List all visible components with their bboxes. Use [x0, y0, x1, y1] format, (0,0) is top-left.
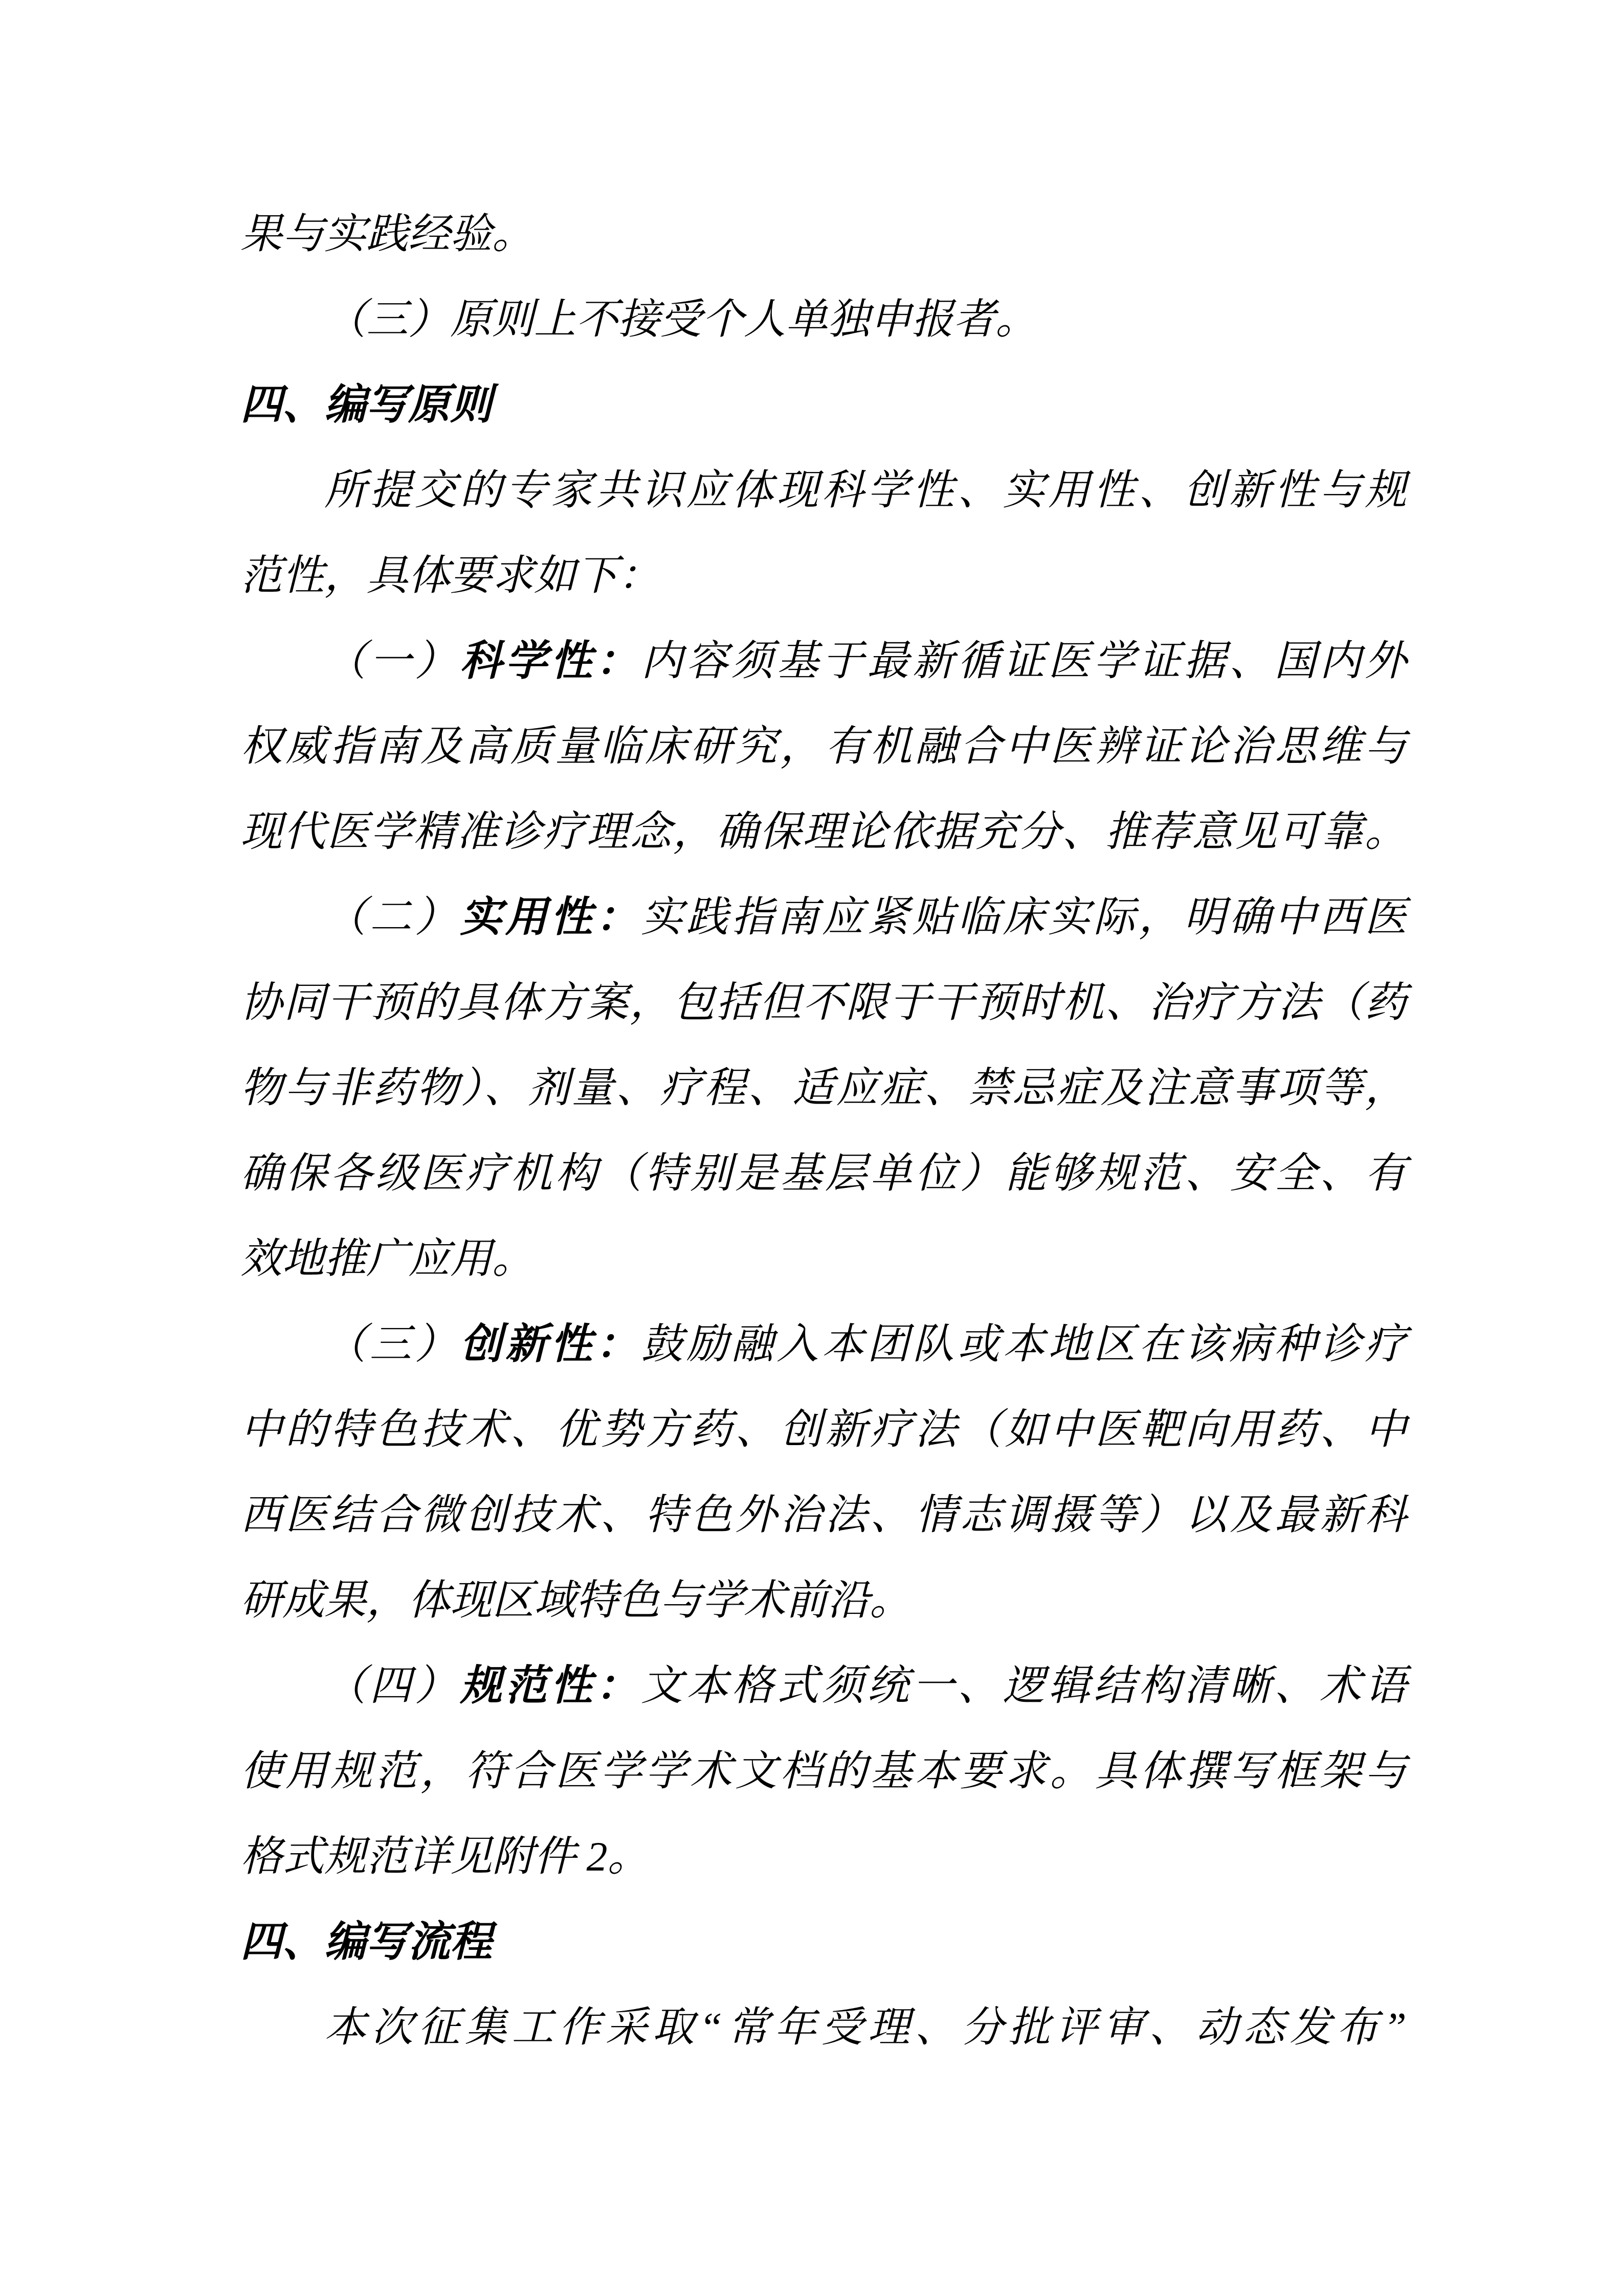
body-text: 权威指南及高质量临床研究，有机融合中医辨证论治思维与	[240, 723, 1407, 770]
emphasis-text: 科学性：	[460, 638, 641, 684]
body-text: （三）原则上不接受个人单独申报者。	[324, 296, 1037, 343]
paragraph-line	[240, 1985, 1407, 2070]
body-text: 内容须基于最新循证医学证据、国内外	[641, 638, 1407, 684]
paragraph-line	[240, 789, 1407, 874]
emphasis-text: 实用性：	[460, 894, 641, 940]
section-heading	[240, 362, 1407, 447]
body-text: 现代医学精准诊疗理念，确保理论依据充分、推荐意见可靠。	[240, 808, 1407, 855]
body-text: 物与非药物）、剂量、疗程、适应症、禁忌症及注意事项等，	[240, 1065, 1407, 1111]
body-text: （四）	[324, 1662, 460, 1709]
paragraph-line	[240, 1643, 1407, 1728]
body-text: （三）	[324, 1321, 460, 1367]
paragraph-line	[240, 960, 1407, 1045]
body-text: 实践指南应紧贴临床实际，明确中西医	[641, 894, 1407, 940]
paragraph-line	[240, 1045, 1407, 1131]
body-text: 中的特色技术、优势方药、创新疗法（如中医靶向用药、中	[240, 1406, 1407, 1453]
body-text: （一）	[324, 638, 460, 684]
body-text: 所提交的专家共识应体现科学性、实用性、创新性与规	[324, 467, 1407, 513]
emphasis-text: 规范性：	[460, 1662, 641, 1709]
body-text: 格式规范详见附件 2。	[240, 1833, 650, 1880]
paragraph-line	[240, 1558, 1407, 1643]
paragraph-line	[240, 1728, 1407, 1814]
paragraph-line	[240, 1472, 1407, 1558]
document-body	[240, 191, 1407, 2070]
body-text: 使用规范，符合医学学术文档的基本要求。具体撰写框架与	[240, 1748, 1407, 1794]
body-text: 文本格式须统一、逻辑结构清晰、术语	[641, 1662, 1407, 1709]
paragraph-line	[240, 1814, 1407, 1899]
body-text: 鼓励融入本团队或本地区在该病种诊疗	[641, 1321, 1407, 1367]
paragraph-line	[240, 704, 1407, 789]
body-text: 确保各级医疗机构（特别是基层单位）能够规范、安全、有	[240, 1150, 1407, 1197]
body-text: 效地推广应用。	[240, 1235, 534, 1282]
paragraph-line	[240, 447, 1407, 533]
paragraph-line	[240, 1216, 1407, 1301]
paragraph-line	[240, 533, 1407, 618]
body-text: 本次征集工作采取“常年受理、分批评审、动态发布”	[324, 2004, 1407, 2051]
emphasis-text: 创新性：	[460, 1321, 641, 1367]
paragraph-line	[240, 191, 1407, 277]
paragraph-line	[240, 1131, 1407, 1216]
paragraph-line	[240, 874, 1407, 960]
paragraph-line	[240, 277, 1407, 362]
emphasis-text: 四、编写流程	[240, 1919, 492, 1965]
body-text: 西医结合微创技术、特色外治法、情志调摄等）以及最新科	[240, 1492, 1407, 1538]
paragraph-line	[240, 1387, 1407, 1472]
body-text: 研成果，体现区域特色与学术前沿。	[240, 1577, 911, 1624]
body-text: （二）	[324, 894, 460, 940]
paragraph-line	[240, 618, 1407, 704]
body-text: 果与实践经验。	[240, 211, 534, 257]
section-heading	[240, 1899, 1407, 1985]
paragraph-line	[240, 1301, 1407, 1387]
body-text: 范性，具体要求如下：	[240, 552, 660, 599]
emphasis-text: 四、编写原则	[240, 381, 492, 428]
body-text: 协同干预的具体方案，包括但不限于干预时机、治疗方法（药	[240, 979, 1407, 1026]
